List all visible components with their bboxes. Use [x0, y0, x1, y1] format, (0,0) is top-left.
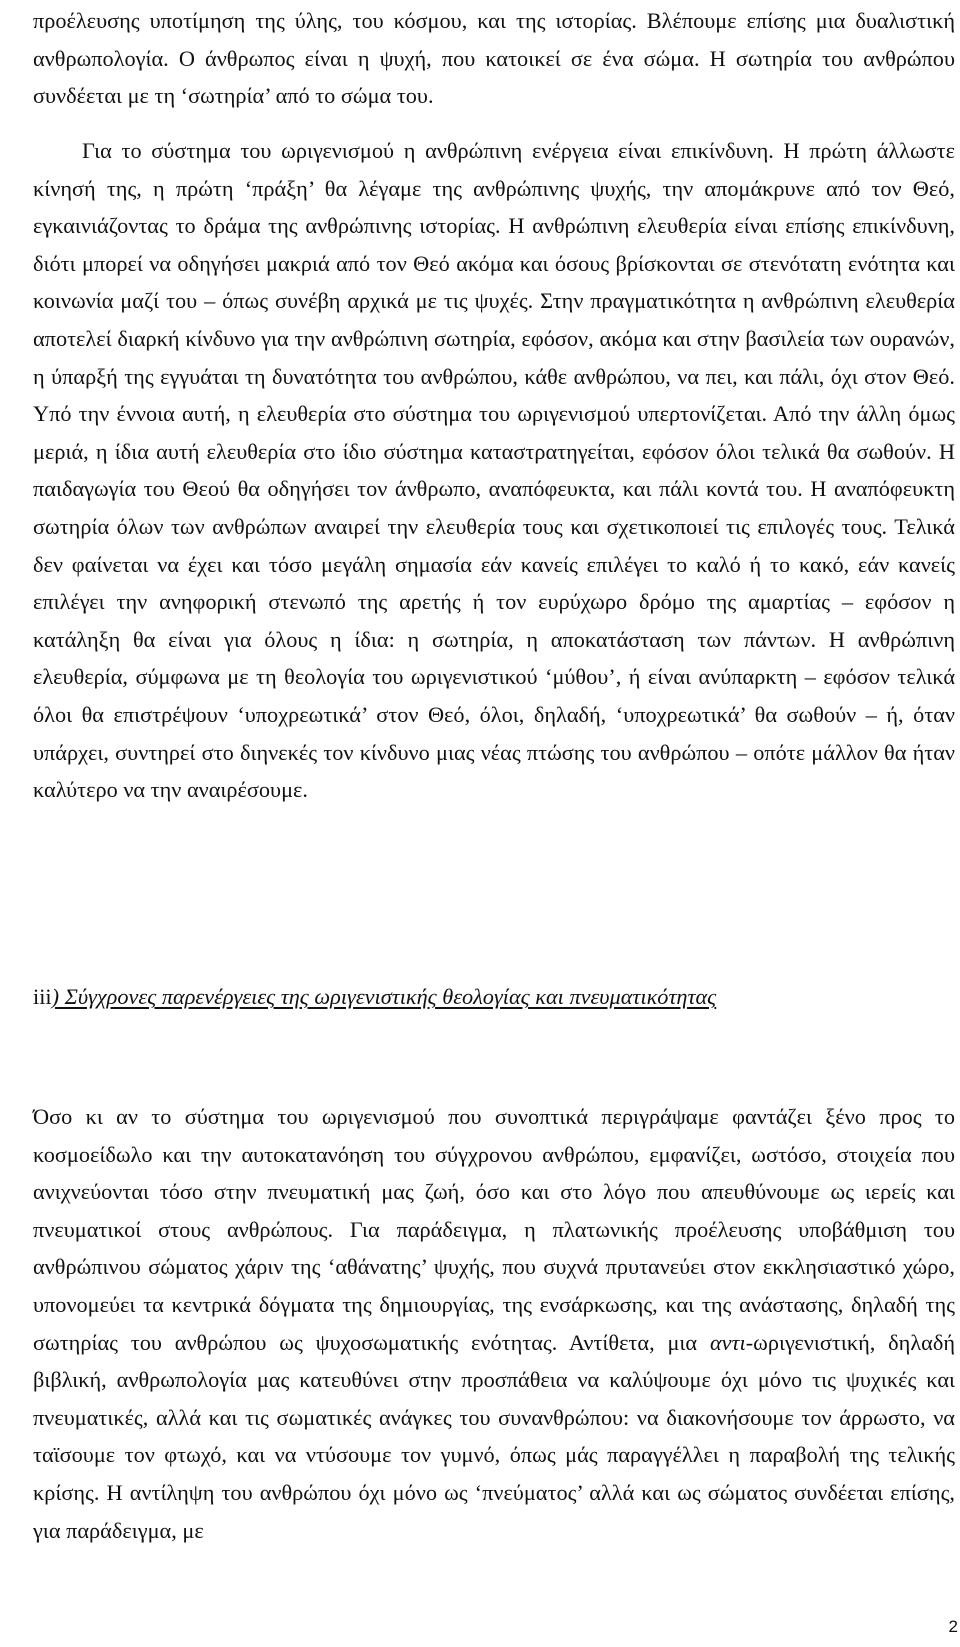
paragraph-human-freedom: Για το σύστημα του ωριγενισμού η ανθρώπινη ενέργεια είναι επικίνδυνη. Η πρώτη άλλωστε κίνησή της, η πρώτη ‘πράξη’ θα λέγαμε της ανθρώπινης ψυχής, την απομάκρυνε από τον Θεό, εγκαινιάζοντας το δράμα της ανθρώπινης ιστορίας. Η ανθρώπινη ελευθερία είναι επίσης επικίνδυνη, διότι μπορεί να οδηγήσει μακριά από τον Θεό ακόμα και όσους βρίσκονται σε στενότατη ενότητα και κοινωνία μαζί του – όπως συνέβη αρχικά με τις ψυχές. Στην πραγματικότητα η ανθρώπινη ελευθερία αποτελεί διαρκή κίνδυνο για την ανθρώπινη σωτηρία, εφόσον, ακόμα και στην βασιλεία των ουρανών, η ύπαρξή της εγγυάται τη δυνατότητα του ανθρώπου, κάθε ανθρώπου, να πει, και πάλι, όχι στον Θεό. Υπό την έννοια αυτή, η ελευθερία στο σύστημα του ωριγενισμού υπερτονίζεται. Από την άλλη όμως μεριά, η ίδια αυτή ελευθερία στο ίδιο σύστημα καταστρατηγείται, εφόσον όλοι τελικά θα σωθούν. Η παιδαγωγία του Θεού θα οδηγήσει τον άνθρωπο, αναπόφευκτα, και πάλι κοντά του. Η αναπόφευκτη σωτηρία όλων των ανθρώπων αναιρεί την ελευθερία τους και σχετικοποιεί τις επιλογές τους. Τελικά δεν φαίνεται να έχει και τόσο μεγάλη σημασία εάν κανείς επιλέγει το καλό ή το κακό, εάν κανείς επιλέγει την ανηφορική στενωπό της αρετής ή τον ευρύχωρο δρόμο της αμαρτίας – εφόσον η κατάληξη θα είναι για όλους η ίδια: η σωτηρία, η αποκατάσταση των πάντων. Η ανθρώπινη ελευθερία, σύμφωνα με τη θεολογία του ωριγενιστικού ‘μύθου’, ή είναι ανύπαρκτη – εφόσον τελικά όλοι θα επιστρέψουν ‘υποχρεωτικά’ στον Θεό, όλοι, δηλαδή, ‘υποχρεωτικά’ θα σωθούν – ή, όταν υπάρχει, συντηρεί στο διηνεκές τον κίνδυνο μιας νέας πτώσης του ανθρώπου – οπότε μάλλον θα ήταν καλύτερο να την αναιρέσουμε.	[33, 138, 955, 803]
paragraph-dualistic-anthropology: προέλευσης υποτίμηση της ύλης, του κόσμου, και της ιστορίας. Βλέπουμε επίσης μια δυαλιστική ανθρωπολογία. Ο άνθρωπος είναι η ψυχή, που κατοικεί σε ένα σώμα. Η σωτηρία του ανθρώπου συνδέεται με τη ‘σωτηρία’ από το σώμα του.	[33, 8, 955, 109]
paragraph-text-part-1: Όσο κι αν το σύστημα του ωριγενισμού που συνοπτικά περιγράψαμε φαντάζει ξένο προς το κοσμοείδωλο και την αυτοκατανόηση του σύγχρονου ανθρώπου, εμφανίζει, ωστόσο, στοιχεία που ανιχνεύονται τόσο στην πνευματική μας ζωή, όσο και στο λόγο που απευθύνουμε ως ιερείς και πνευματικοί στους ανθρώπους. Για παράδειγμα, η πλατωνικής προέλευσης υποβάθμιση του ανθρώπινου σώματος χάριν της ‘αθάνατης’ ψυχής, που συχνά πρυτανεύει στον εκκλησιαστικό χώρο, υπονομεύει τα κεντρικά δόγματα της δημιουργίας, της ενσάρκωσης, και της ανάστασης, δηλαδή της σωτηρίας του ανθρώπου ως ψυχοσωματικής ενότητας. Αντίθετα, μια	[33, 1104, 955, 1355]
page-number: 2	[948, 1617, 958, 1636]
paragraph-contemporary-side-effects	[33, 1098, 955, 1549]
paragraph-text-part-2: -ωριγενιστική, δηλαδή βιβλική, ανθρωπολογία μας κατευθύνει στην προσπάθεια να καλύψουμε όχι μόνο τις ψυχικές και πνευματικές, αλλά και τις σωματικές ανάγκες του συνανθρώπου: να διακονήσουμε τον άρρωστο, να ταϊσουμε τον φτωχό, και να ντύσουμε τον γυμνό, όπως μάς παραγγέλλει η παραβολή της τελικής κρίσης. Η αντίληψη του ανθρώπου όχι μόνο ως ‘πνεύματος’ αλλά και ως σώματος συνδέεται επίσης, για παράδειγμα, με	[33, 1329, 955, 1543]
section-title: ) Σύγχρονες παρενέργειες της ωριγενιστικής θεολογίας και πνευματικότητας	[51, 984, 717, 1009]
section-heading	[33, 982, 716, 1012]
section-number: iii	[33, 984, 52, 1009]
italic-prefix: αντι	[709, 1329, 746, 1355]
